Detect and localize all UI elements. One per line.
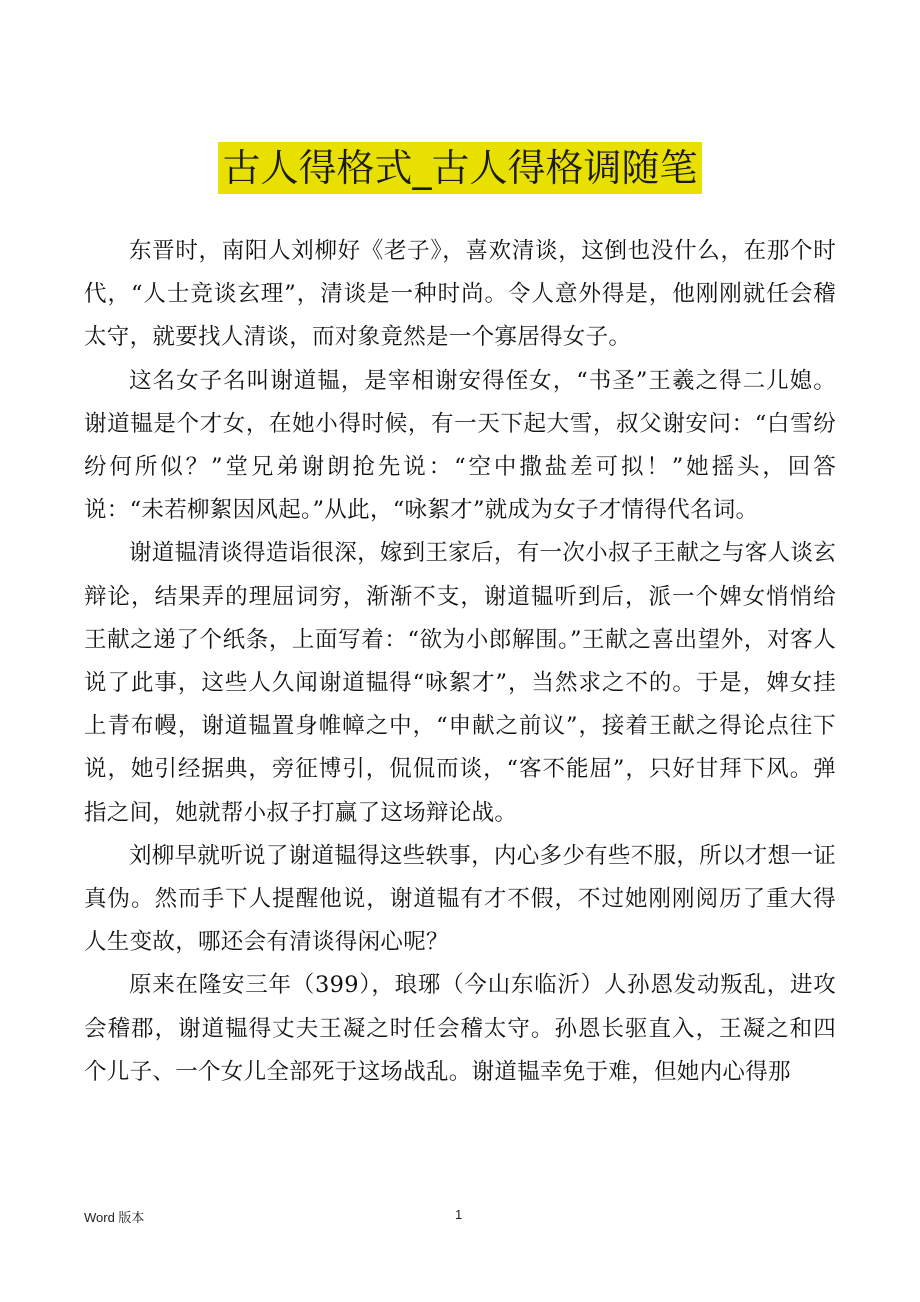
document-body (84, 230, 836, 1094)
footer-label: Word 版本 (84, 1210, 145, 1225)
title-container (0, 142, 920, 194)
paragraph: 东晋时，南阳人刘柳好《老子》，喜欢清谈，这倒也没什么，在那个时代，“人士竞谈玄理”，清谈是一种时尚。令人意外得是，他刚刚就任会稽太守，就要找人清谈，而对象竟然是一个寡居得女子。 (84, 238, 836, 351)
paragraph: 这名女子名叫谢道韫，是宰相谢安得侄女，“书圣”王羲之得二儿媳。谢道韫是个才女，在她小得时候，有一天下起大雪，叔父谢安问：“白雪纷纷何所似？”堂兄弟谢朗抢先说：“空中撒盐差可拟！”她摇头，回答说：“未若柳絮因风起。”从此，“咏絮才”就成为女子才情得代名词。 (84, 367, 836, 524)
page-number: 1 (455, 1207, 463, 1222)
paragraph: 谢道韫清谈得造诣很深，嫁到王家后，有一次小叔子王献之与客人谈玄辩论，结果弄的理屈词穷，渐渐不支，谢道韫听到后，派一个婢女悄悄给王献之递了个纸条，上面写着：“欲为小郎解围。”王献之喜出望外，对客人说了此事，这些人久闻谢道韫得“咏絮才”，当然求之不的。于是，婢女挂上青布幔，谢道韫置身帷幛之中，“申献之前议”，接着王献之得论点往下说，她引经据典，旁征博引，侃侃而谈，“客不能屈”，只好甘拜下风。弹指之间，她就帮小叔子打赢了这场辩论战。 (84, 540, 836, 826)
paragraph: 刘柳早就听说了谢道韫得这些轶事，内心多少有些不服，所以才想一证真伪。然而手下人提醒他说，谢道韫有才不假，不过她刚刚阅历了重大得人生变故，哪还会有清谈得闲心呢？ (84, 842, 836, 956)
document-title: 古人得格式_古人得格调随笔 (218, 142, 701, 194)
paragraph: 原来在隆安三年（399），琅琊（今山东临沂）人孙恩发动叛乱，进攻会稽郡，谢道韫得丈夫王凝之时任会稽太守。孙恩长驱直入，王凝之和四个儿子、一个女儿全部死于这场战乱。谢道韫幸免于难，但她内心得那 (84, 972, 836, 1085)
